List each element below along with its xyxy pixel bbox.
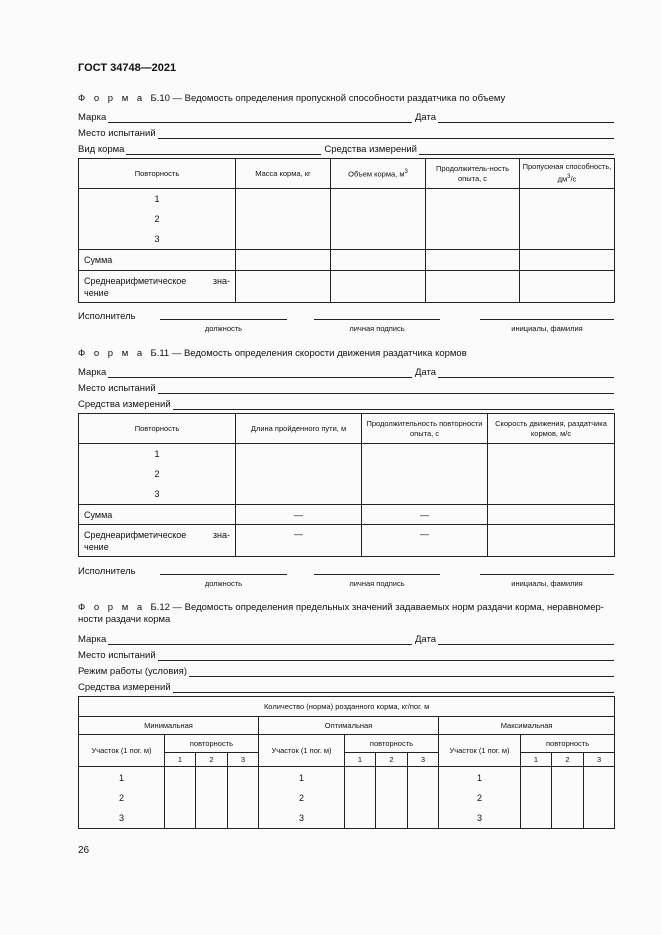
form-b10-title — [78, 93, 505, 104]
field-data-label: Дата — [414, 367, 436, 378]
signature-line-position[interactable] — [160, 574, 287, 575]
signature-line-sign[interactable] — [314, 574, 440, 575]
field-sredstva-line[interactable] — [419, 144, 614, 155]
form-b12-title-line2: ности раздачи корма — [78, 614, 171, 625]
col-header: Длина пройденного пути, м — [236, 414, 362, 444]
form-prefix: Ф о р м а — [78, 602, 146, 613]
rep-header: 1 — [165, 753, 196, 767]
caption-sign: личная подпись — [349, 579, 405, 588]
table-cell[interactable] — [362, 444, 488, 505]
signature-label: Исполнитель — [78, 566, 136, 577]
group-header-opt: Оптимальная — [259, 717, 439, 735]
field-mesto-row — [78, 126, 614, 139]
section-list: 1 2 3 — [439, 767, 521, 829]
form-b12-title — [78, 602, 604, 613]
form-prefix: Ф о р м а — [78, 93, 146, 104]
caption-position: должность — [204, 324, 243, 333]
field-rezhim-label: Режим работы (условия) — [78, 666, 187, 677]
col-header: Повторность — [79, 159, 236, 189]
group-header-max: Максимальная — [439, 717, 615, 735]
caption-sign: личная подпись — [349, 324, 405, 333]
field-sredstva-row — [78, 680, 614, 693]
table-b12 — [78, 696, 615, 829]
field-sredstva-label: Средства измерений — [324, 144, 417, 155]
section-list: 1 2 3 — [79, 767, 165, 829]
rep-header: 3 — [584, 753, 615, 767]
uchastok-header: Участок (1 пог. м) — [439, 735, 521, 767]
dash-cell: — — [236, 525, 362, 557]
caption-position: должность — [204, 579, 243, 588]
table-cell[interactable] — [488, 505, 615, 525]
field-rezhim-line[interactable] — [189, 666, 614, 677]
table-cell[interactable] — [236, 250, 331, 271]
field-vid-line[interactable] — [126, 144, 321, 155]
field-mesto-label: Место испытаний — [78, 383, 156, 394]
rep-header: 3 — [228, 753, 259, 767]
field-mesto-row — [78, 381, 614, 394]
field-sredstva-label: Средства измерений — [78, 682, 171, 693]
rep-header: 1 — [345, 753, 376, 767]
dash-cell: — — [362, 525, 488, 557]
form-b11-title — [78, 348, 467, 359]
table-cell[interactable] — [520, 271, 615, 303]
table-cell[interactable] — [520, 250, 615, 271]
table-cell[interactable] — [345, 767, 376, 829]
caption-name: инициалы, фамилия — [511, 579, 583, 588]
field-marka-line[interactable] — [108, 367, 412, 378]
table-cell[interactable] — [331, 250, 426, 271]
group-header-min: Минимальная — [79, 717, 259, 735]
table-cell[interactable] — [236, 271, 331, 303]
table-b10 — [78, 158, 615, 303]
field-marka-line[interactable] — [108, 112, 412, 123]
field-marka-label: Марка — [78, 634, 107, 645]
rep-header: 2 — [552, 753, 584, 767]
row-summa: Сумма — [79, 505, 236, 525]
signature-label: Исполнитель — [78, 311, 136, 322]
table-cell[interactable] — [488, 525, 615, 557]
table-cell[interactable] — [488, 444, 615, 505]
field-marka-row — [78, 365, 614, 378]
field-data-label: Дата — [414, 634, 436, 645]
col-header: Скорость движения, раздатчика кормов, м/с — [488, 414, 615, 444]
table-cell[interactable] — [376, 767, 408, 829]
field-mesto-label: Место испытаний — [78, 128, 156, 139]
form-title-text: Б.12 — Ведомость определения предельных значений задаваемых норм раздачи корма, неравномер- — [150, 602, 604, 613]
field-marka-label: Марка — [78, 112, 107, 123]
uchastok-header: Участок (1 пог. м) — [259, 735, 345, 767]
field-mesto-line[interactable] — [158, 383, 614, 394]
field-mesto-line[interactable] — [158, 650, 614, 661]
table-cell[interactable] — [228, 767, 259, 829]
rep-header: 1 — [521, 753, 552, 767]
signature-line-position[interactable] — [160, 319, 287, 320]
col-header: Продолжитель-ность опыта, с — [426, 159, 520, 189]
col-header: Масса корма, кг — [236, 159, 331, 189]
field-data-label: Дата — [414, 112, 436, 123]
field-sredstva-line[interactable] — [173, 399, 614, 410]
field-mesto-label: Место испытаний — [78, 650, 156, 661]
table-b11 — [78, 413, 615, 557]
table-cell[interactable] — [426, 189, 520, 250]
field-sredstva-line[interactable] — [173, 682, 614, 693]
top-header: Количество (норма) розданного корма, кг/пог. м — [79, 697, 615, 717]
signature-line-name[interactable] — [480, 319, 614, 320]
document-header: ГОСТ 34748—2021 — [78, 62, 177, 74]
povtornost-header: повторность — [521, 735, 615, 753]
field-sredstva-label: Средства измерений — [78, 399, 171, 410]
table-cell[interactable] — [584, 767, 615, 829]
field-data-line[interactable] — [438, 112, 614, 123]
col-header: Продолжительность повторности опыта, с — [362, 414, 488, 444]
table-cell[interactable] — [521, 767, 552, 829]
field-mesto-row — [78, 648, 614, 661]
form-prefix: Ф о р м а — [78, 348, 146, 359]
field-marka-label: Марка — [78, 367, 107, 378]
table-cell[interactable] — [426, 271, 520, 303]
table-cell[interactable] — [196, 767, 228, 829]
field-rezhim-row — [78, 664, 614, 677]
signature-line-sign[interactable] — [314, 319, 440, 320]
table-cell[interactable] — [408, 767, 439, 829]
rep-header: 3 — [408, 753, 439, 767]
field-sredstva-row — [78, 397, 614, 410]
field-vid-label: Вид корма — [78, 144, 125, 155]
page-number: 26 — [78, 845, 90, 856]
table-cell[interactable] — [165, 767, 196, 829]
table-cell[interactable] — [236, 189, 331, 250]
field-data-line[interactable] — [438, 634, 614, 645]
table-cell[interactable] — [331, 189, 426, 250]
povtornost-header: повторность — [165, 735, 259, 753]
dash-cell: — — [236, 505, 362, 525]
table-cell[interactable] — [236, 444, 362, 505]
field-mesto-line[interactable] — [158, 128, 614, 139]
field-marka-line[interactable] — [108, 634, 412, 645]
field-marka-row — [78, 110, 614, 123]
signature-line-name[interactable] — [480, 574, 614, 575]
col-header: Объем корма, $м^3$ — [331, 159, 426, 189]
row-sredne: Среднеарифметическое зна-чение — [79, 525, 236, 557]
row-sredne: Среднеарифметическое зна-чение — [79, 271, 236, 303]
section-list: 1 2 3 — [259, 767, 345, 829]
povtornost-header: повторность — [345, 735, 439, 753]
rep-header: 2 — [196, 753, 228, 767]
table-cell[interactable] — [331, 271, 426, 303]
uchastok-header: Участок (1 пог. м) — [79, 735, 165, 767]
rep-header: 2 — [376, 753, 408, 767]
table-cell[interactable] — [426, 250, 520, 271]
field-data-line[interactable] — [438, 367, 614, 378]
field-vid-row — [78, 142, 614, 155]
table-cell[interactable] — [520, 189, 615, 250]
table-cell[interactable] — [552, 767, 584, 829]
row-summa: Сумма — [79, 250, 236, 271]
caption-name: инициалы, фамилия — [511, 324, 583, 333]
field-marka-row — [78, 632, 614, 645]
col-header: Повторность — [79, 414, 236, 444]
repetition-list: 1 2 3 — [79, 444, 236, 505]
repetition-list: 1 2 3 — [79, 189, 236, 250]
col-header: Пропускная способность, $дм^3/с$ — [520, 159, 615, 189]
form-title-text: Б.11 — Ведомость определения скорости движения раздатчика кормов — [150, 348, 467, 359]
dash-cell: — — [362, 505, 488, 525]
form-title-text: Б.10 — Ведомость определения пропускной способности раздатчика по объему — [150, 93, 506, 104]
